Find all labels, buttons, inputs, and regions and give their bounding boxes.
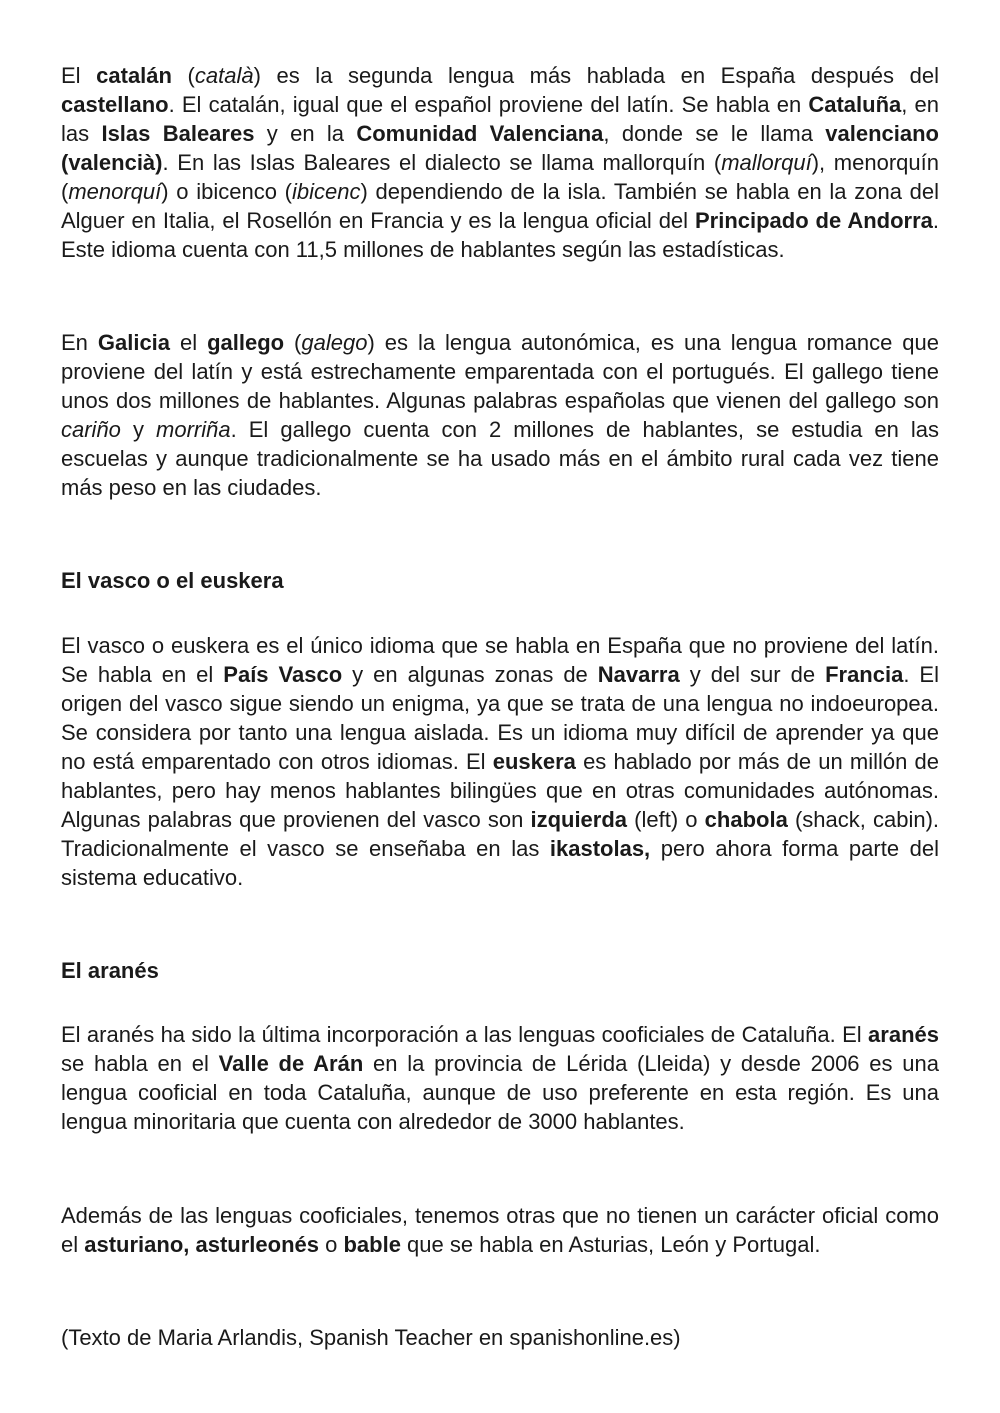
heading-aranes: El aranés [61, 958, 159, 983]
paragraph-gallego: En Galicia el gallego (galego) es la lengua autonómica, es una lengua romance que proviene del latín y está estrechamente emparentada con el portugués. El gallego tiene unos dos millones de hablantes. Algunas palabras españolas que vienen del gallego son cariño y morriña. El gallego cuenta con 2 millones de hablantes, se estudia en las escuelas y aunque tradicionalmente se ha usado más en el ámbito rural cada vez tiene más peso en las ciudades. [61, 330, 939, 500]
heading-vasco: El vasco o el euskera [61, 568, 284, 593]
paragraph-vasco: El vasco o euskera es el único idioma que se habla en España que no proviene del latín. Se habla en el País Vasco y en algunas zonas de Navarra y del sur de Francia. El origen del vasco sigue siendo un enigma, ya que se trata de una lengua no indoeuropea. Se considera por tanto una lengua aislada. Es un idioma muy difícil de aprender ya que no está emparentado con otros idiomas. El euskera es hablado por más de un millón de hablantes, pero hay menos hablantes bilingües que en otras comunidades autónomas. Algunas palabras que provienen del vasco son izquierda (left) o chabola (shack, cabin). Tradicionalmente el vasco se enseñaba en las ikastolas, pero ahora forma parte del sistema educativo. [61, 633, 940, 890]
credit-line: (Texto de Maria Arlandis, Spanish Teacher en spanishonline.es) [61, 1325, 681, 1350]
paragraph-aranes: El aranés ha sido la última incorporación a las lenguas cooficiales de Cataluña. El aranés se habla en el Valle de Arán en la provincia de Lérida (Lleida) y desde 2006 es una lengua cooficial en toda Cataluña, aunque de uso preferente en esta región. Es una lengua minoritaria que cuenta con alrededor de 3000 hablantes. [61, 1022, 939, 1134]
paragraph-otras-lenguas: Además de las lenguas cooficiales, tenemos otras que no tienen un carácter oficial como el asturiano, asturleonés o bable que se habla en Asturias, León y Portugal. [61, 1203, 939, 1257]
paragraph-catalan: El catalán (català) es la segunda lengua más hablada en España después del castellano. El catalán, igual que el español proviene del latín. Se habla en Cataluña, en las Islas Baleares y en la Comunidad Valenciana, donde se le llama valenciano (valencià). En las Islas Baleares el dialecto se llama mallorquín (mallorquí), menorquín (menorquí) o ibicenco (ibicenc) dependiendo de la isla. También se habla en la zona del Alguer en Italia, el Rosellón en Francia y es la lengua oficial del Principado de Andorra. Este idioma cuenta con 11,5 millones de hablantes según las estadísticas. [61, 63, 940, 262]
